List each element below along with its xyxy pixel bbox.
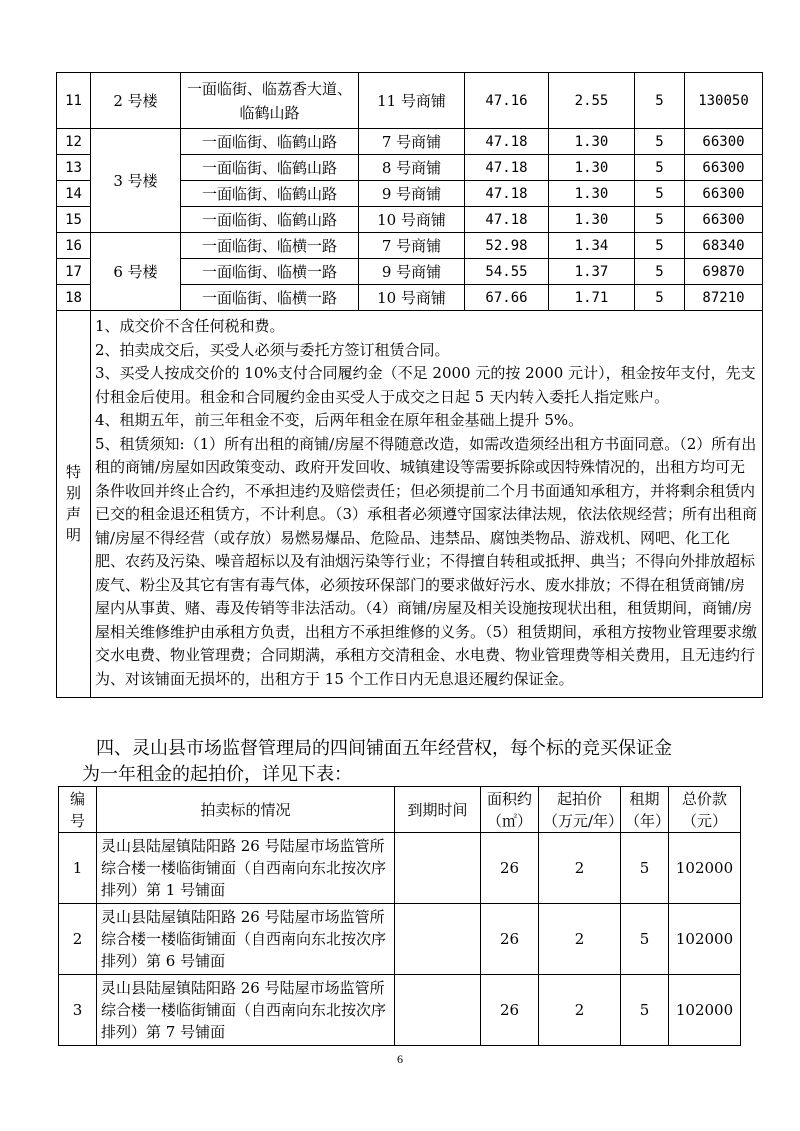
row-number: 12	[57, 129, 91, 155]
item-area: 26	[481, 904, 539, 975]
total-cell: 130050	[685, 73, 763, 129]
item-desc: 灵山县陆屋镇陆阳路 26 号陆屋市场监管所综合楼一楼临街铺面（自西南向东北按次序排列）第 1 号铺面	[97, 833, 395, 904]
shop-cell: 9 号商铺	[359, 259, 465, 285]
area-cell: 47.18	[465, 155, 549, 181]
auction-items-table	[58, 786, 741, 1046]
row-number: 16	[57, 233, 91, 259]
notes-row	[57, 311, 763, 698]
building-cell: 2 号楼	[91, 73, 181, 129]
term-cell: 5	[635, 207, 685, 233]
price-cell: 1.37	[549, 259, 635, 285]
item-area: 26	[481, 975, 539, 1046]
total-cell: 66300	[685, 207, 763, 233]
shop-cell: 8 号商铺	[359, 155, 465, 181]
row-number: 13	[57, 155, 91, 181]
notes-label: 特别声明	[57, 311, 91, 698]
item-term: 5	[621, 904, 669, 975]
header-expiry: 到期时间	[395, 787, 481, 833]
row-number: 17	[57, 259, 91, 285]
price-cell: 1.30	[549, 181, 635, 207]
item-term: 5	[621, 833, 669, 904]
shop-cell: 10 号商铺	[359, 285, 465, 311]
item-area: 26	[481, 833, 539, 904]
total-cell: 66300	[685, 181, 763, 207]
shop-cell: 11 号商铺	[359, 73, 465, 129]
table-row	[59, 904, 741, 975]
shop-rental-table	[56, 72, 763, 698]
item-expiry	[395, 904, 481, 975]
price-cell: 1.71	[549, 285, 635, 311]
price-cell: 1.34	[549, 233, 635, 259]
note-2: 2、拍卖成交后，买受人必须与委托方签订租赁合同。	[95, 340, 450, 359]
note-5: 5、租赁须知:（1）所有出租的商铺/房屋不得随意改造，如需改造须经出租方书面同意。（2）所有出租的商铺/房屋如因政策变动、政府开发回收、城镇建设等需要拆除或因特殊情况的，出租方均可无条件收回并终止合约，不承担违约及赔偿责任；但必须提前二个月书面通知承租方，并将剩余租赁内已交的租金退还租赁方，不计利息。（3）承租者必须遵守国家法律法规，依法依规经营；所有出租商铺/房屋不得经营（或存放）易燃易爆品、危险品、违禁品、腐蚀类物品、游戏机、网吧、化工化肥、农药及污染、噪音超标以及有油烟污染等行业；不得擅自转租或抵押、典当；不得向外排放超标废气、粉尘及其它有害有毒气体，必须按环保部门的要求做好污水、废水排放；不得在租赁商铺/房屋内从事黄、赌、毒及传销等非法活动。（4）商铺/房屋及相关设施按现状出租，租赁期间，商铺/房屋相关维修维护由承租方负责，出租方不承担维修的义务。（5）租赁期间，承租方按物业管理要求缴交水电费、物业管理费；合同期满，承租方交清租金、水电费、物业管理费等相关费用，且无违约行为、对该铺面无损坏的，出租方于 15 个工作日内无息退还履约保证金。	[95, 434, 758, 688]
price-cell: 2.55	[549, 73, 635, 129]
price-cell: 1.30	[549, 207, 635, 233]
item-term: 5	[621, 975, 669, 1046]
total-cell: 66300	[685, 155, 763, 181]
item-no: 3	[59, 975, 97, 1046]
building-cell: 6 号楼	[91, 233, 181, 311]
term-cell: 5	[635, 129, 685, 155]
item-price: 2	[539, 904, 621, 975]
note-1: 1、成交价不含任何税和费。	[95, 317, 285, 335]
area-cell: 67.66	[465, 285, 549, 311]
term-cell: 5	[635, 233, 685, 259]
total-cell: 69870	[685, 259, 763, 285]
header-desc: 拍卖标的情况	[97, 787, 395, 833]
price-cell: 1.30	[549, 155, 635, 181]
street-cell: 一面临街、临鹤山路	[181, 155, 359, 181]
row-number: 14	[57, 181, 91, 207]
area-cell: 52.98	[465, 233, 549, 259]
row-number: 11	[57, 73, 91, 129]
term-cell: 5	[635, 73, 685, 129]
total-cell: 87210	[685, 285, 763, 311]
term-cell: 5	[635, 181, 685, 207]
header-no: 编号	[59, 787, 97, 833]
table-row	[59, 833, 741, 904]
total-cell: 66300	[685, 129, 763, 155]
term-cell: 5	[635, 155, 685, 181]
item-total: 102000	[669, 975, 741, 1046]
area-cell: 47.16	[465, 73, 549, 129]
price-cell: 1.30	[549, 129, 635, 155]
page-number: 6	[397, 1052, 403, 1066]
section-4-title-line1: 四、灵山县市场监督管理局的四间铺面五年经营权，每个标的竞买保证金	[96, 738, 672, 759]
street-cell: 一面临街、临荔香大道、临鹤山路	[181, 73, 359, 129]
note-4: 4、租期五年，前三年租金不变，后两年租金在原年租金基础上提升 5%。	[95, 411, 584, 429]
section-4-title-line2: 为一年租金的起拍价，详见下表：	[82, 764, 352, 785]
header-term: 租期（年）	[621, 787, 669, 833]
header-price: 起拍价（万元/年）	[539, 787, 621, 833]
item-price: 2	[539, 833, 621, 904]
item-no: 2	[59, 904, 97, 975]
area-cell: 47.18	[465, 207, 549, 233]
total-cell: 68340	[685, 233, 763, 259]
header-total: 总价款（元）	[669, 787, 741, 833]
street-cell: 一面临街、临鹤山路	[181, 207, 359, 233]
header-area: 面积约（㎡）	[481, 787, 539, 833]
table-row	[59, 975, 741, 1046]
street-cell: 一面临街、临横一路	[181, 285, 359, 311]
area-cell: 54.55	[465, 259, 549, 285]
building-cell: 3 号楼	[91, 129, 181, 233]
street-cell: 一面临街、临鹤山路	[181, 129, 359, 155]
area-cell: 47.18	[465, 181, 549, 207]
table-row	[57, 233, 763, 259]
note-3: 3、买受人按成交价的 10%支付合同履约金（不足 2000 元的按 2000 元计），租金按年支付，先支付租金后使用。租金和合同履约金由买受人于成交之日起 5 天内转入委托人指定账户。	[95, 364, 756, 406]
section-4-title	[82, 736, 756, 788]
street-cell: 一面临街、临横一路	[181, 233, 359, 259]
item-expiry	[395, 975, 481, 1046]
row-number: 18	[57, 285, 91, 311]
area-cell: 47.18	[465, 129, 549, 155]
item-desc: 灵山县陆屋镇陆阳路 26 号陆屋市场监管所综合楼一楼临街铺面（自西南向东北按次序排列）第 6 号铺面	[97, 904, 395, 975]
street-cell: 一面临街、临鹤山路	[181, 181, 359, 207]
item-total: 102000	[669, 833, 741, 904]
row-number: 15	[57, 207, 91, 233]
item-total: 102000	[669, 904, 741, 975]
term-cell: 5	[635, 259, 685, 285]
item-no: 1	[59, 833, 97, 904]
shop-cell: 7 号商铺	[359, 129, 465, 155]
notes-content	[91, 311, 763, 698]
table-row	[57, 73, 763, 129]
item-price: 2	[539, 975, 621, 1046]
term-cell: 5	[635, 285, 685, 311]
shop-cell: 10 号商铺	[359, 207, 465, 233]
item-expiry	[395, 833, 481, 904]
shop-cell: 7 号商铺	[359, 233, 465, 259]
table-header-row	[59, 787, 741, 833]
street-cell: 一面临街、临横一路	[181, 259, 359, 285]
shop-cell: 9 号商铺	[359, 181, 465, 207]
table-row	[57, 129, 763, 155]
item-desc: 灵山县陆屋镇陆阳路 26 号陆屋市场监管所综合楼一楼临街铺面（自西南向东北按次序排列）第 7 号铺面	[97, 975, 395, 1046]
